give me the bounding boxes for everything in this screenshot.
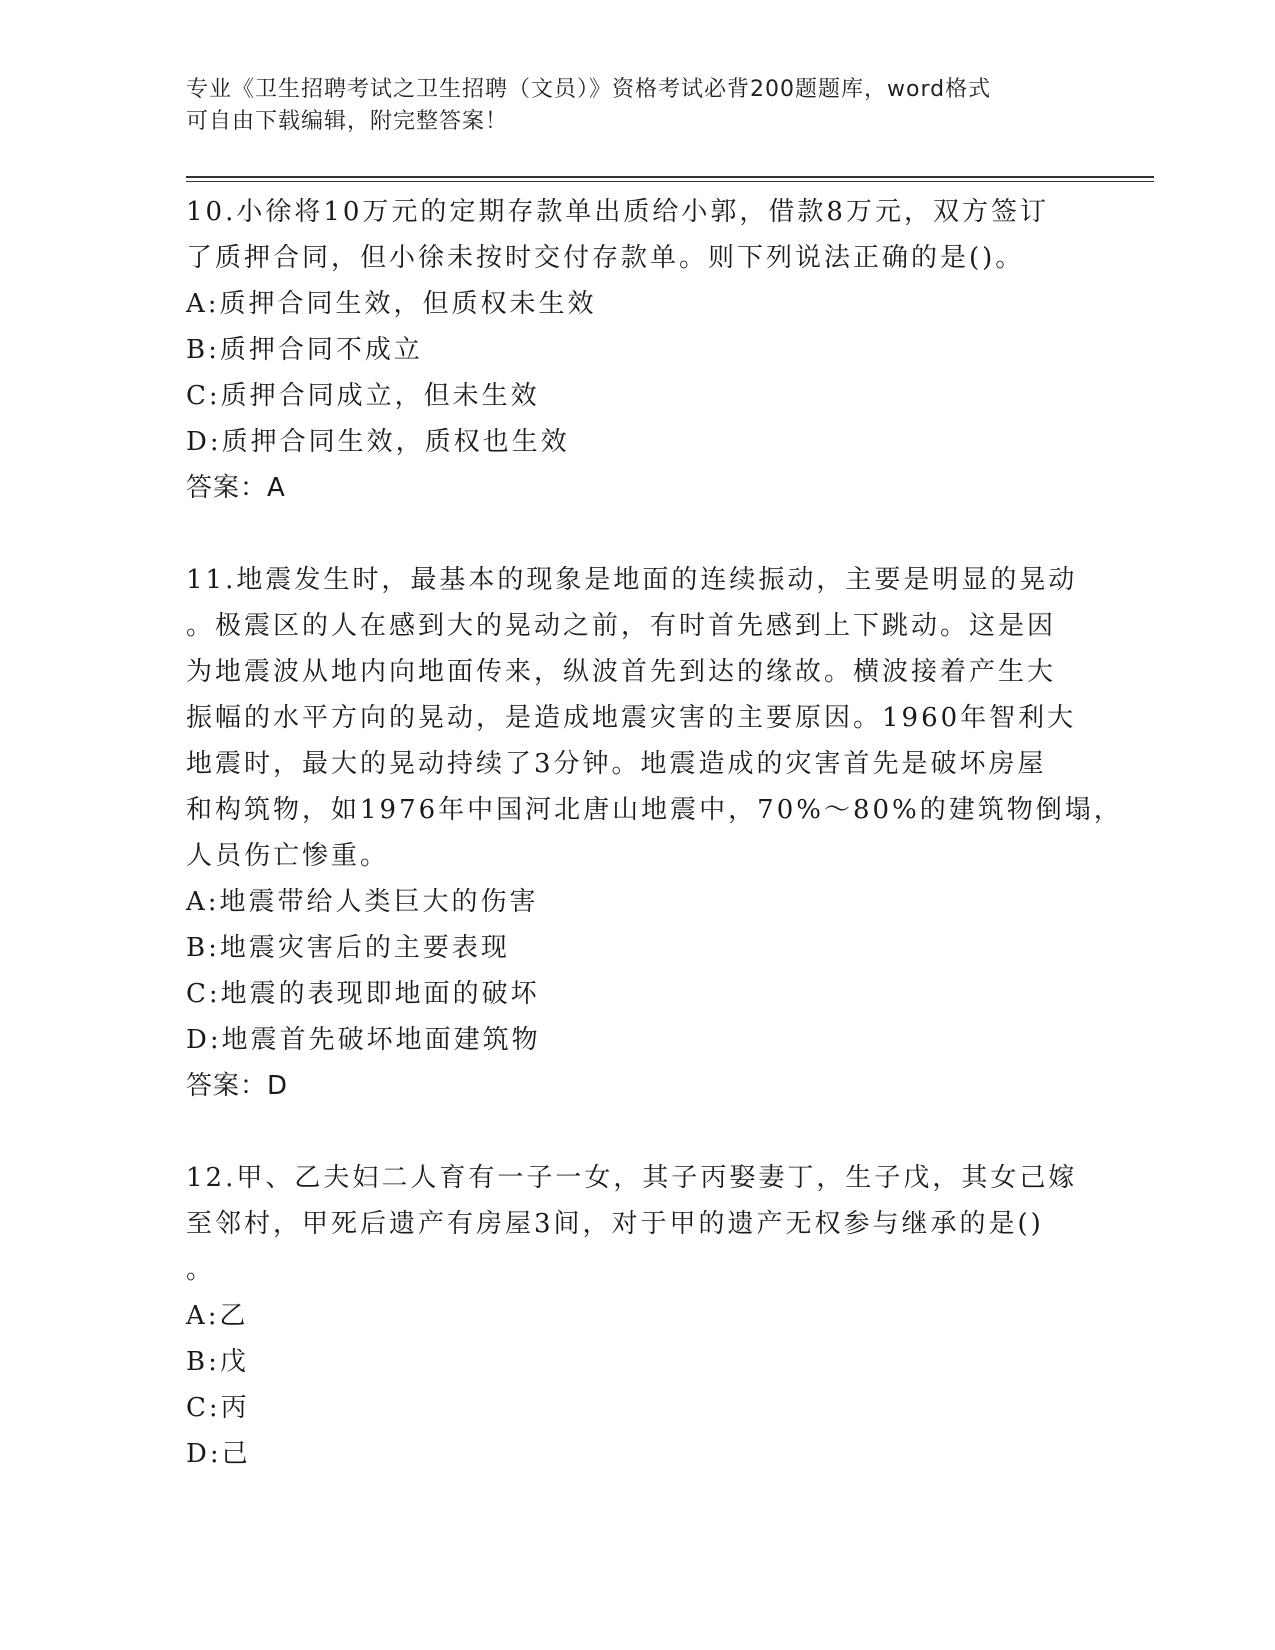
option-a: A:质押合同生效，但质权未生效 (186, 289, 597, 319)
option-d: D:地震首先破坏地面建筑物 (186, 1025, 541, 1055)
question-text-line: 和构筑物，如1976年中国河北唐山地震中，70%～80%的建筑物倒塌， (186, 795, 1123, 825)
question-10 (186, 189, 1106, 511)
option-a: A:地震带给人类巨大的伤害 (186, 887, 539, 917)
document-header (186, 74, 1066, 138)
question-text-line: 11.地震发生时，最基本的现象是地面的连续振动，主要是明显的晃动 (186, 565, 1078, 595)
question-text-line: 地震时，最大的晃动持续了3分钟。地震造成的灾害首先是破坏房屋 (186, 749, 1047, 779)
question-12 (186, 1155, 1106, 1477)
question-text-line: 12.甲、乙夫妇二人育有一子一女，其子丙娶妻丁，生子戊，其女己嫁 (186, 1163, 1078, 1193)
option-c: C:质押合同成立，但未生效 (186, 381, 540, 411)
option-b: B:质押合同不成立 (186, 335, 423, 365)
option-d: D:质押合同生效，质权也生效 (186, 427, 570, 457)
header-line-2: 可自由下载编辑，附完整答案！ (186, 109, 509, 134)
question-text-line: 了质押合同，但小徐未按时交付存款单。则下列说法正确的是()。 (186, 243, 1025, 273)
option-b: B:戊 (186, 1347, 249, 1377)
question-text-line: 振幅的水平方向的晃动，是造成地震灾害的主要原因。1960年智利大 (186, 703, 1077, 733)
question-text-line: 为地震波从地内向地面传来，纵波首先到达的缘故。横波接着产生大 (186, 657, 1057, 687)
header-divider-thin (186, 181, 1154, 182)
question-text-line: 10.小徐将10万元的定期存款单出质给小郭，借款8万元，双方签订 (186, 197, 1049, 227)
question-text-line: 至邻村，甲死后遗产有房屋3间，对于甲的遗产无权参与继承的是() (186, 1209, 1044, 1239)
option-c: C:丙 (186, 1393, 250, 1423)
answer-label: 答案：D (186, 1071, 289, 1101)
option-b: B:地震灾害后的主要表现 (186, 933, 510, 963)
question-text-line: 。极震区的人在感到大的晃动之前，有时首先感到上下跳动。这是因 (186, 611, 1057, 641)
option-d: D:己 (186, 1439, 251, 1469)
question-list (186, 189, 1123, 1523)
header-divider-thick (186, 176, 1154, 178)
option-a: A:乙 (186, 1301, 249, 1331)
answer-label: 答案：A (186, 473, 286, 503)
option-c: C:地震的表现即地面的破坏 (186, 979, 540, 1009)
question-text-line: 人员伤亡惨重。 (186, 841, 390, 871)
question-text-line: 。 (186, 1255, 216, 1285)
question-11 (186, 557, 1123, 1109)
header-line-1: 专业《卫生招聘考试之卫生招聘（文员）》资格考试必背200题题库，word格式 (186, 77, 992, 102)
